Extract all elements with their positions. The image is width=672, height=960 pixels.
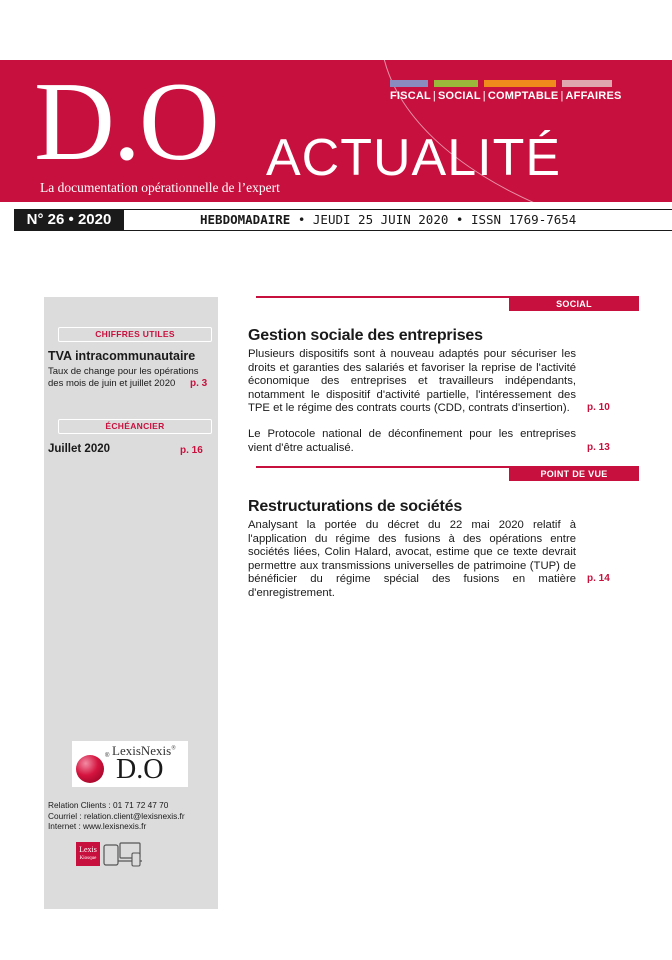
category-social[interactable]: SOCIAL xyxy=(437,90,481,102)
color-bar-affaires xyxy=(562,80,612,87)
kiosk-line2: Kiosque xyxy=(79,856,97,861)
juillet-page-ref[interactable]: p. 16 xyxy=(180,445,203,456)
kiosk-line1: Lexis xyxy=(79,845,97,854)
issue-frequency: HEBDOMADAIRE xyxy=(200,212,291,227)
logo-do: D.O xyxy=(34,60,218,184)
category-nav xyxy=(390,90,622,102)
lexis-kiosque-icon[interactable] xyxy=(76,842,100,866)
section-tag-point-de-vue: POINT DE VUE xyxy=(509,467,639,481)
reg-mark: ® xyxy=(105,753,110,759)
tva-text: des mois de juin et juillet 2020 xyxy=(48,378,176,389)
issue-date: JEUDI 25 JUIN 2020 xyxy=(312,212,449,227)
masthead-tagline: La documentation opérationnelle de l’expert xyxy=(40,180,280,195)
article-gestion-sociale-para-1: Plusieurs dispositifs sont à nouveau adaptés pour sécuriser les droits et garanties des salariés et favoriser la reprise de l'activité économique des entreprises et travailleurs indépendants, notamment le dispositif d'activité partielle, l'intéressement des TPE et le régime des contrats courts (CDD, contrats d'insertion). xyxy=(248,348,576,414)
article-gestion-sociale-para-2: Le Protocole national de déconfinement pour les entreprises vient d'être actualisé. xyxy=(248,428,576,454)
category-separator: | xyxy=(432,90,436,102)
lexisnexis-brand: LexisNexis xyxy=(112,743,172,758)
tva-text-line-1: Taux de change pour les opérations xyxy=(48,366,199,377)
issue-bullet: • xyxy=(455,212,464,227)
article-restructurations-para-1: Analysant la portée du décret du 22 mai 2020 relatif à l'application du régime des fusions à des opérations entre sociétés liées, Colin Halard, avocat, estime que ce texte devrait permettre aux transmissions universelles de patrimoine (TUP) de bénéficier du régime spécial des fusions en matière d'enregistrement. xyxy=(248,519,576,599)
chiffres-utiles-heading: CHIFFRES UTILES xyxy=(58,327,212,342)
contact-website[interactable]: Internet : www.lexisnexis.fr xyxy=(48,821,147,831)
sidebar xyxy=(44,297,218,909)
tva-page-ref[interactable]: p. 3 xyxy=(190,378,208,389)
logo-actualite: ACTUALITÉ xyxy=(266,129,562,187)
tva-text-line-2 xyxy=(48,378,216,390)
page-ref-p13[interactable]: p. 13 xyxy=(587,442,610,453)
issue-number: N° 26 • 2020 xyxy=(14,209,124,231)
article-title-restructurations[interactable]: Restructurations de sociétés xyxy=(248,498,463,515)
tva-title[interactable]: TVA intracommunautaire xyxy=(48,349,196,363)
echeancier-heading: ÉCHÉANCIER xyxy=(58,419,212,434)
do-wordmark: D.O xyxy=(116,754,164,785)
masthead xyxy=(0,60,672,202)
contact-info xyxy=(48,800,185,832)
color-bar-social xyxy=(434,80,478,87)
category-separator: | xyxy=(560,90,564,102)
article-title-gestion-sociale[interactable]: Gestion sociale des entreprises xyxy=(248,327,483,344)
category-affaires[interactable]: AFFAIRES xyxy=(565,90,622,102)
lexisnexis-reg-mark: ® xyxy=(171,745,176,752)
page-ref-p10[interactable]: p. 10 xyxy=(587,402,610,413)
issue-info-line xyxy=(124,209,672,231)
juillet-title[interactable]: Juillet 2020 xyxy=(48,443,111,455)
color-bar-fiscal xyxy=(390,80,428,87)
category-comptable[interactable]: COMPTABLE xyxy=(487,90,559,102)
color-bar-comptable xyxy=(484,80,556,87)
issue-issn: ISSN 1769-7654 xyxy=(470,212,577,227)
category-fiscal[interactable]: FISCAL xyxy=(390,90,431,102)
section-tag-social: SOCIAL xyxy=(509,297,639,311)
issue-bullet: • xyxy=(297,212,306,227)
devices-icon xyxy=(102,841,142,867)
category-separator: | xyxy=(482,90,486,102)
page-ref-p14[interactable]: p. 14 xyxy=(587,573,610,584)
lexisnexis-do-logo xyxy=(72,741,188,787)
lexisnexis-sphere-icon xyxy=(76,755,104,783)
contact-phone: Relation Clients : 01 71 72 47 70 xyxy=(48,800,169,810)
contact-email[interactable]: Courriel : relation.client@lexisnexis.fr xyxy=(48,810,185,821)
